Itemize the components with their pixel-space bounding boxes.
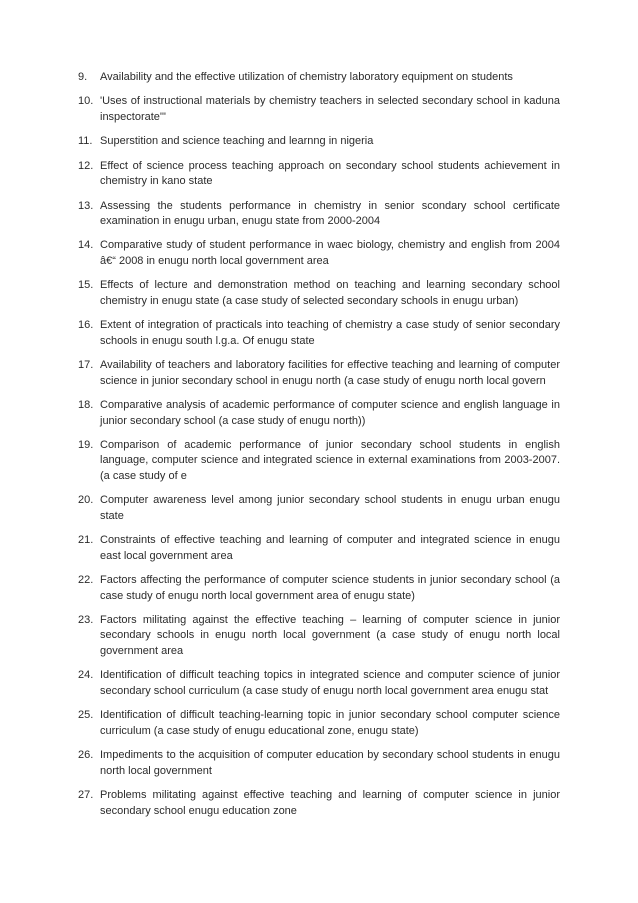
item-text: Factors militating against the effective teaching – learning of computer science in junior secondary schools in enugu north local government (a case study of enugu north local government area	[100, 613, 560, 657]
list-item	[78, 278, 560, 309]
list-item	[78, 358, 560, 389]
item-text: Availability of teachers and laboratory facilities for effective teaching and learning of computer science in junior secondary school in enugu north (a case study of enugu north local govern	[100, 359, 560, 387]
list-item	[78, 668, 560, 699]
list-item	[78, 533, 560, 564]
item-number: 20.	[78, 494, 94, 507]
item-text: Impediments to the acquisition of computer education by secondary school students in enugu north local government	[100, 749, 560, 777]
list-item	[78, 493, 560, 524]
list-item	[78, 398, 560, 429]
item-number: 15.	[78, 279, 94, 292]
item-text: Effect of science process teaching approach on secondary school students achievement in chemistry in kano state	[100, 159, 560, 188]
item-number: 11.	[78, 135, 93, 148]
list-item	[78, 788, 560, 819]
list-item	[78, 613, 560, 660]
item-number: 18.	[78, 399, 94, 412]
item-number: 23.	[78, 613, 94, 626]
list-item	[78, 159, 560, 190]
list-item	[78, 70, 560, 86]
item-number: 16.	[78, 319, 94, 332]
list-item	[78, 438, 560, 485]
item-text: Comparative analysis of academic performance of computer science and english language in junior secondary school (a case study of enugu north))	[100, 399, 560, 427]
item-number: 26.	[78, 749, 94, 762]
item-text: Effects of lecture and demonstration method on teaching and learning secondary school chemistry in enugu state (a case study of selected secondary schools in enugu urban)	[100, 279, 560, 307]
item-number: 27.	[78, 789, 94, 802]
item-number: 10.	[78, 95, 94, 108]
item-number: 12.	[78, 159, 94, 172]
list-item	[78, 318, 560, 349]
item-number: 17.	[78, 359, 94, 372]
item-text: Extent of integration of practicals into teaching of chemistry a case study of senior secondary schools in enugu south l.g.a. Of enugu state	[100, 319, 560, 347]
item-text: Availability and the effective utilization of chemistry laboratory equipment on students	[100, 71, 513, 83]
item-text: Computer awareness level among junior secondary school students in enugu urban enugu state	[100, 494, 560, 522]
item-text: Assessing the students performance in chemistry in senior scondary school certificate examination in enugu urban, enugu state from 2000-2004	[100, 199, 560, 228]
item-number: 14.	[78, 239, 94, 252]
item-text: Superstition and science teaching and learnng in nigeria	[100, 135, 374, 148]
item-text: Problems militating against effective teaching and learning of computer science in junior secondary school enugu education zone	[100, 789, 560, 817]
list-item	[78, 708, 560, 739]
list-item	[78, 238, 560, 269]
item-text: Comparative study of student performance in waec biology, chemistry and english from 2004 â€“ 2008 in enugu north local government area	[100, 239, 560, 267]
item-text: Constraints of effective teaching and learning of computer and integrated science in enugu east local government area	[100, 534, 560, 562]
topic-list	[78, 70, 560, 828]
item-number: 25.	[78, 709, 94, 722]
item-text: Factors affecting the performance of computer science students in junior secondary school (a case study of enugu north local government area of enugu state)	[100, 574, 560, 602]
list-item	[78, 573, 560, 604]
item-text: Comparison of academic performance of junior secondary school students in english language, computer science and integrated science in external examinations from 2003-2007. (a case study of e	[100, 438, 560, 482]
list-item	[78, 94, 560, 125]
item-number: 9.	[78, 71, 88, 83]
item-number: 21.	[78, 534, 94, 547]
list-item	[78, 134, 560, 150]
item-text: Identification of difficult teaching-learning topic in junior secondary school computer science curriculum (a case study of enugu educational zone, enugu state)	[100, 709, 560, 737]
item-number: 13.	[78, 199, 94, 212]
item-number: 24.	[78, 669, 94, 682]
list-item	[78, 199, 560, 230]
item-number: 19.	[78, 438, 94, 451]
list-item	[78, 748, 560, 779]
item-text: Identification of difficult teaching topics in integrated science and computer science of junior secondary school curriculum (a case study of enugu north local government area enugu stat	[100, 669, 560, 697]
item-text: 'Uses of instructional materials by chemistry teachers in selected secondary school in kaduna inspectorate'"	[100, 95, 560, 123]
item-number: 22.	[78, 574, 94, 587]
